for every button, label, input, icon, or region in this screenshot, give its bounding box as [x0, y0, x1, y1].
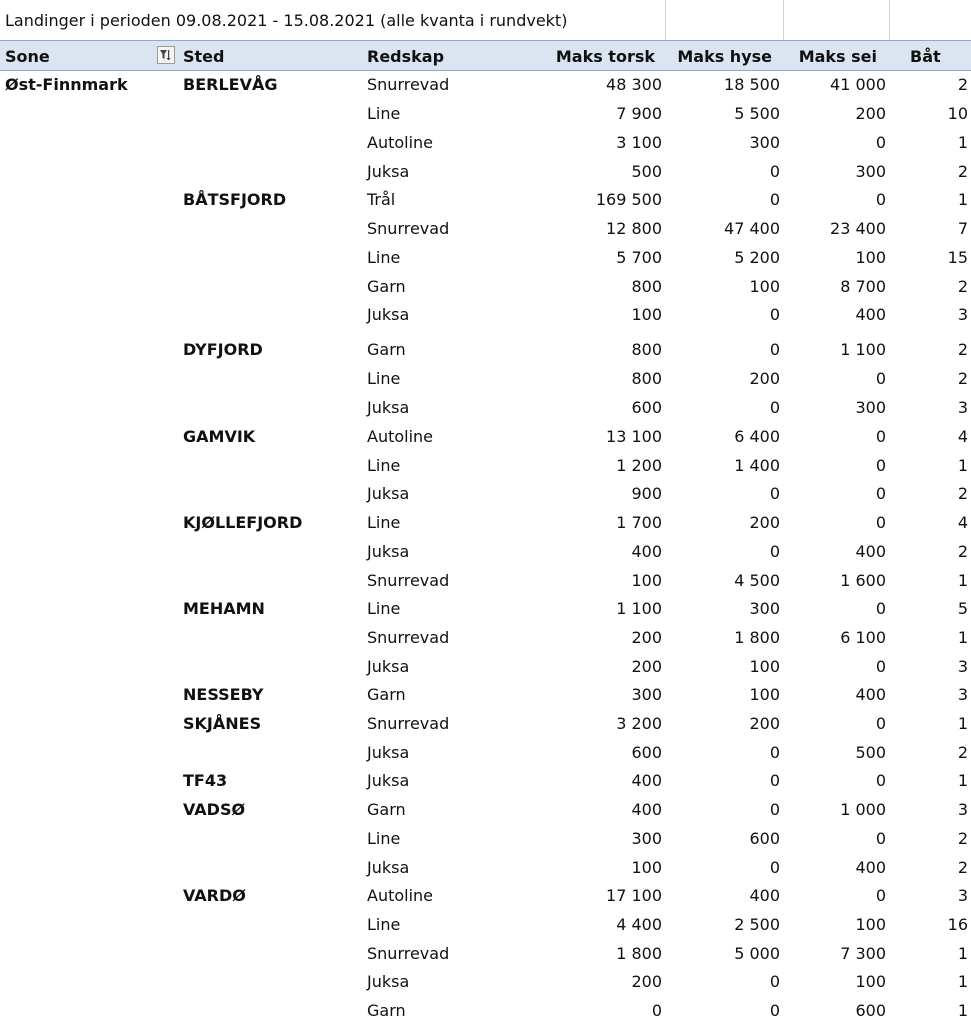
table-row	[0, 996, 971, 1025]
maks-torsk-cell[interactable]: 500	[631, 162, 662, 181]
maks-torsk-cell[interactable]: 48 300	[606, 75, 662, 94]
redskap-cell[interactable]: Juksa	[367, 484, 410, 503]
maks-torsk-cell[interactable]: 400	[631, 771, 662, 790]
maks-sei-cell[interactable]: 400	[855, 685, 886, 704]
maks-hyse-cell[interactable]: 5 200	[734, 248, 780, 267]
maks-torsk-cell[interactable]: 1 700	[616, 513, 662, 532]
filter-icon[interactable]	[157, 46, 175, 64]
bat-cell[interactable]: 1	[957, 456, 968, 475]
table-row	[0, 537, 971, 566]
maks-sei-cell[interactable]: 0	[875, 133, 886, 152]
sted-cell[interactable]: VADSØ	[183, 800, 246, 819]
table-title[interactable]: Landinger i perioden 09.08.2021 - 15.08.2021 (alle kvanta i rundvekt)	[5, 11, 568, 30]
table-row	[0, 479, 971, 508]
maks-hyse-cell[interactable]: 100	[749, 657, 780, 676]
bat-cell[interactable]: 1	[957, 190, 968, 209]
maks-sei-cell[interactable]: 7 300	[840, 944, 886, 963]
sted-cell[interactable]: SKJÅNES	[183, 714, 262, 733]
table-row	[0, 70, 971, 99]
table-row	[0, 738, 971, 767]
maks-hyse-cell[interactable]: 0	[769, 972, 780, 991]
maks-torsk-cell[interactable]: 4 400	[616, 915, 662, 934]
table-row	[0, 422, 971, 451]
maks-torsk-cell[interactable]: 100	[631, 858, 662, 877]
header-sted[interactable]: Sted	[183, 47, 225, 66]
table-row	[0, 128, 971, 157]
bat-cell[interactable]: 2	[957, 743, 968, 762]
maks-hyse-cell[interactable]: 4 500	[734, 571, 780, 590]
maks-hyse-cell[interactable]: 600	[749, 829, 780, 848]
redskap-cell[interactable]: Snurrevad	[367, 714, 450, 733]
maks-sei-cell[interactable]: 0	[875, 369, 886, 388]
table-row	[0, 824, 971, 853]
redskap-cell[interactable]: Garn	[367, 685, 406, 704]
maks-hyse-cell[interactable]: 400	[749, 886, 780, 905]
bat-cell[interactable]: 16	[947, 915, 968, 934]
maks-hyse-cell[interactable]: 100	[749, 277, 780, 296]
maks-torsk-cell[interactable]: 1 100	[616, 599, 662, 618]
bat-cell[interactable]: 3	[957, 398, 968, 417]
redskap-cell[interactable]: Line	[367, 104, 401, 123]
table-row	[0, 508, 971, 537]
table-row	[0, 364, 971, 393]
maks-torsk-cell[interactable]: 5 700	[616, 248, 662, 267]
redskap-cell[interactable]: Juksa	[367, 398, 410, 417]
maks-torsk-cell[interactable]: 7 900	[616, 104, 662, 123]
table-row	[0, 967, 971, 996]
maks-hyse-cell[interactable]: 100	[749, 685, 780, 704]
maks-sei-cell[interactable]: 0	[875, 599, 886, 618]
maks-hyse-cell[interactable]: 0	[769, 771, 780, 790]
bat-cell[interactable]: 1	[957, 972, 968, 991]
maks-hyse-cell[interactable]: 0	[769, 542, 780, 561]
maks-sei-cell[interactable]: 23 400	[830, 219, 886, 238]
maks-torsk-cell[interactable]: 900	[631, 484, 662, 503]
table-row	[0, 300, 971, 329]
maks-sei-cell[interactable]: 0	[875, 456, 886, 475]
redskap-cell[interactable]: Line	[367, 456, 401, 475]
maks-sei-cell[interactable]: 1 600	[840, 571, 886, 590]
maks-torsk-cell[interactable]: 0	[651, 1001, 662, 1020]
maks-torsk-cell[interactable]: 1 200	[616, 456, 662, 475]
table-row	[0, 766, 971, 795]
header-maks-torsk[interactable]: Maks torsk	[555, 47, 655, 66]
table-row	[0, 910, 971, 939]
redskap-cell[interactable]: Garn	[367, 340, 406, 359]
sted-cell[interactable]: TF43	[183, 771, 228, 790]
bat-cell[interactable]: 3	[957, 685, 968, 704]
bat-cell[interactable]: 7	[957, 219, 968, 238]
pivot-header-row	[0, 40, 971, 71]
sted-cell[interactable]: GAMVIK	[183, 427, 256, 446]
table-row	[0, 214, 971, 243]
header-sone[interactable]: Sone	[5, 47, 50, 66]
maks-sei-cell[interactable]: 100	[855, 915, 886, 934]
maks-sei-cell[interactable]: 0	[875, 427, 886, 446]
bat-cell[interactable]: 4	[957, 427, 968, 446]
table-row	[0, 881, 971, 910]
table-row	[0, 795, 971, 824]
filter-icon-glyph	[159, 48, 173, 62]
bat-cell[interactable]: 3	[957, 886, 968, 905]
maks-torsk-cell[interactable]: 169 500	[595, 190, 662, 209]
maks-sei-cell[interactable]: 0	[875, 714, 886, 733]
maks-sei-cell[interactable]: 200	[855, 104, 886, 123]
maks-sei-cell[interactable]: 300	[855, 398, 886, 417]
redskap-cell[interactable]: Juksa	[367, 972, 410, 991]
bat-cell[interactable]: 1	[957, 628, 968, 647]
bat-cell[interactable]: 1	[957, 133, 968, 152]
redskap-cell[interactable]: Autoline	[367, 427, 434, 446]
redskap-cell[interactable]: Juksa	[367, 162, 410, 181]
maks-hyse-cell[interactable]: 0	[769, 305, 780, 324]
maks-hyse-cell[interactable]: 0	[769, 162, 780, 181]
maks-sei-cell[interactable]: 400	[855, 858, 886, 877]
maks-hyse-cell[interactable]: 0	[769, 858, 780, 877]
redskap-cell[interactable]: Line	[367, 513, 401, 532]
bat-cell[interactable]: 3	[957, 657, 968, 676]
maks-torsk-cell[interactable]: 13 100	[606, 427, 662, 446]
redskap-cell[interactable]: Juksa	[367, 743, 410, 762]
maks-hyse-cell[interactable]: 5 500	[734, 104, 780, 123]
redskap-cell[interactable]: Juksa	[367, 305, 410, 324]
maks-hyse-cell[interactable]: 0	[769, 1001, 780, 1020]
maks-hyse-cell[interactable]: 300	[749, 133, 780, 152]
maks-sei-cell[interactable]: 500	[855, 743, 886, 762]
maks-hyse-cell[interactable]: 200	[749, 714, 780, 733]
maks-torsk-cell[interactable]: 300	[631, 829, 662, 848]
redskap-cell[interactable]: Autoline	[367, 133, 434, 152]
maks-torsk-cell[interactable]: 200	[631, 972, 662, 991]
maks-hyse-cell[interactable]: 18 500	[724, 75, 780, 94]
cell-gridline	[889, 0, 890, 40]
header-maks-hyse[interactable]: Maks hyse	[677, 47, 772, 66]
cell-gridline	[783, 0, 784, 40]
sted-cell[interactable]: DYFJORD	[183, 340, 263, 359]
sted-cell[interactable]: VARDØ	[183, 886, 246, 905]
bat-cell[interactable]: 1	[957, 571, 968, 590]
maks-torsk-cell[interactable]: 100	[631, 571, 662, 590]
maks-torsk-cell[interactable]: 600	[631, 743, 662, 762]
maks-hyse-cell[interactable]: 2 500	[734, 915, 780, 934]
redskap-cell[interactable]: Line	[367, 599, 401, 618]
maks-torsk-cell[interactable]: 800	[631, 369, 662, 388]
maks-sei-cell[interactable]: 0	[875, 771, 886, 790]
maks-sei-cell[interactable]: 400	[855, 305, 886, 324]
redskap-cell[interactable]: Snurrevad	[367, 571, 450, 590]
maks-sei-cell[interactable]: 8 700	[840, 277, 886, 296]
redskap-cell[interactable]: Line	[367, 915, 401, 934]
maks-hyse-cell[interactable]: 6 400	[734, 427, 780, 446]
redskap-cell[interactable]: Line	[367, 829, 401, 848]
table-row	[0, 680, 971, 709]
maks-sei-cell[interactable]: 0	[875, 484, 886, 503]
sted-cell[interactable]: NESSEBY	[183, 685, 264, 704]
maks-hyse-cell[interactable]: 1 400	[734, 456, 780, 475]
table-row	[0, 335, 971, 364]
maks-sei-cell[interactable]: 6 100	[840, 628, 886, 647]
redskap-cell[interactable]: Juksa	[367, 657, 410, 676]
maks-hyse-cell[interactable]: 0	[769, 743, 780, 762]
title-row	[0, 0, 971, 41]
maks-torsk-cell[interactable]: 400	[631, 800, 662, 819]
sted-cell[interactable]: MEHAMN	[183, 599, 265, 618]
table-row	[0, 594, 971, 623]
maks-hyse-cell[interactable]: 5 000	[734, 944, 780, 963]
redskap-cell[interactable]: Line	[367, 248, 401, 267]
bat-cell[interactable]: 5	[957, 599, 968, 618]
bat-cell[interactable]: 2	[957, 340, 968, 359]
maks-torsk-cell[interactable]: 3 100	[616, 133, 662, 152]
maks-torsk-cell[interactable]: 200	[631, 628, 662, 647]
maks-torsk-cell[interactable]: 300	[631, 685, 662, 704]
bat-cell[interactable]: 2	[957, 829, 968, 848]
redskap-cell[interactable]: Trål	[367, 190, 396, 209]
redskap-cell[interactable]: Garn	[367, 277, 406, 296]
maks-hyse-cell[interactable]: 0	[769, 340, 780, 359]
redskap-cell[interactable]: Juksa	[367, 542, 410, 561]
redskap-cell[interactable]: Snurrevad	[367, 219, 450, 238]
header-maks-sei[interactable]: Maks sei	[798, 47, 877, 66]
maks-sei-cell[interactable]: 0	[875, 829, 886, 848]
header-bat[interactable]: Båt	[910, 47, 941, 66]
maks-hyse-cell[interactable]: 200	[749, 513, 780, 532]
maks-torsk-cell[interactable]: 800	[631, 340, 662, 359]
maks-hyse-cell[interactable]: 0	[769, 484, 780, 503]
bat-cell[interactable]: 4	[957, 513, 968, 532]
table-row	[0, 272, 971, 301]
bat-cell[interactable]: 3	[957, 800, 968, 819]
bat-cell[interactable]: 1	[957, 944, 968, 963]
redskap-cell[interactable]: Snurrevad	[367, 628, 450, 647]
maks-torsk-cell[interactable]: 200	[631, 657, 662, 676]
bat-cell[interactable]: 3	[957, 305, 968, 324]
maks-torsk-cell[interactable]: 400	[631, 542, 662, 561]
maks-sei-cell[interactable]: 600	[855, 1001, 886, 1020]
table-row	[0, 99, 971, 128]
maks-sei-cell[interactable]: 0	[875, 886, 886, 905]
table-row	[0, 853, 971, 882]
maks-sei-cell[interactable]: 400	[855, 542, 886, 561]
bat-cell[interactable]: 1	[957, 771, 968, 790]
bat-cell[interactable]: 1	[957, 1001, 968, 1020]
bat-cell[interactable]: 2	[957, 277, 968, 296]
maks-sei-cell[interactable]: 41 000	[830, 75, 886, 94]
redskap-cell[interactable]: Garn	[367, 800, 406, 819]
table-row	[0, 566, 971, 595]
maks-sei-cell[interactable]: 100	[855, 972, 886, 991]
redskap-cell[interactable]: Juksa	[367, 771, 410, 790]
bat-cell[interactable]: 2	[957, 75, 968, 94]
redskap-cell[interactable]: Line	[367, 369, 401, 388]
maks-sei-cell[interactable]: 300	[855, 162, 886, 181]
maks-hyse-cell[interactable]: 1 800	[734, 628, 780, 647]
maks-hyse-cell[interactable]: 0	[769, 800, 780, 819]
table-row	[0, 185, 971, 214]
table-row	[0, 451, 971, 480]
redskap-cell[interactable]: Snurrevad	[367, 944, 450, 963]
table-row	[0, 243, 971, 272]
header-redskap[interactable]: Redskap	[367, 47, 445, 66]
maks-hyse-cell[interactable]: 0	[769, 190, 780, 209]
maks-sei-cell[interactable]: 0	[875, 657, 886, 676]
bat-cell[interactable]: 1	[957, 714, 968, 733]
sted-cell[interactable]: BERLEVÅG	[183, 75, 278, 94]
bat-cell[interactable]: 2	[957, 542, 968, 561]
bat-cell[interactable]: 2	[957, 369, 968, 388]
table-row	[0, 652, 971, 681]
maks-sei-cell[interactable]: 100	[855, 248, 886, 267]
bat-cell[interactable]: 2	[957, 484, 968, 503]
redskap-cell[interactable]: Autoline	[367, 886, 434, 905]
table-row	[0, 939, 971, 968]
maks-hyse-cell[interactable]: 0	[769, 398, 780, 417]
maks-torsk-cell[interactable]: 600	[631, 398, 662, 417]
maks-sei-cell[interactable]: 0	[875, 513, 886, 532]
maks-torsk-cell[interactable]: 1 800	[616, 944, 662, 963]
sone-cell[interactable]: Øst-Finnmark	[5, 75, 128, 94]
table-row	[0, 157, 971, 186]
bat-cell[interactable]: 10	[947, 104, 968, 123]
maks-hyse-cell[interactable]: 200	[749, 369, 780, 388]
maks-torsk-cell[interactable]: 12 800	[606, 219, 662, 238]
bat-cell[interactable]: 2	[957, 858, 968, 877]
maks-torsk-cell[interactable]: 17 100	[606, 886, 662, 905]
bat-cell[interactable]: 15	[947, 248, 968, 267]
maks-torsk-cell[interactable]: 3 200	[616, 714, 662, 733]
redskap-cell[interactable]: Garn	[367, 1001, 406, 1020]
maks-hyse-cell[interactable]: 47 400	[724, 219, 780, 238]
maks-sei-cell[interactable]: 1 000	[840, 800, 886, 819]
maks-torsk-cell[interactable]: 800	[631, 277, 662, 296]
bat-cell[interactable]: 2	[957, 162, 968, 181]
maks-sei-cell[interactable]: 1 100	[840, 340, 886, 359]
maks-torsk-cell[interactable]: 100	[631, 305, 662, 324]
table-row	[0, 709, 971, 738]
sted-cell[interactable]: BÅTSFJORD	[183, 190, 287, 209]
table-row	[0, 623, 971, 652]
maks-sei-cell[interactable]: 0	[875, 190, 886, 209]
sted-cell[interactable]: KJØLLEFJORD	[183, 513, 303, 532]
cell-gridline	[665, 0, 666, 40]
maks-hyse-cell[interactable]: 300	[749, 599, 780, 618]
table-row	[0, 393, 971, 422]
redskap-cell[interactable]: Snurrevad	[367, 75, 450, 94]
redskap-cell[interactable]: Juksa	[367, 858, 410, 877]
